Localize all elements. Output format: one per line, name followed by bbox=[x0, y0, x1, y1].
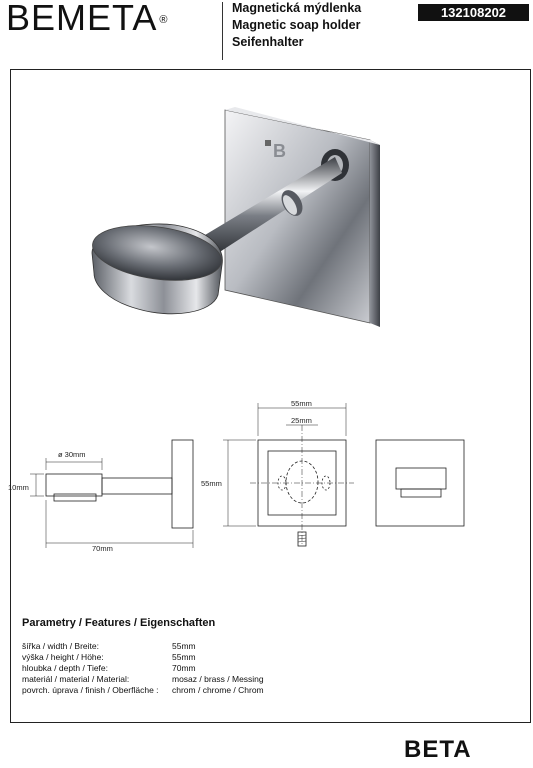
spec-value-width: 55mm bbox=[172, 641, 196, 651]
spec-label-finish: povrch. úprava / finish / Oberfläche : bbox=[22, 685, 159, 695]
brand-logo bbox=[6, 0, 168, 36]
product-titles bbox=[232, 0, 361, 51]
dim-height: 55mm bbox=[201, 479, 222, 488]
title-cz: Magnetická mýdlenka bbox=[232, 1, 362, 15]
dim-diameter: ø 30mm bbox=[58, 450, 86, 459]
brand-name: BEMETA bbox=[6, 0, 158, 38]
dim-height-side: 10mm bbox=[8, 483, 29, 492]
top-view bbox=[376, 440, 464, 526]
registered-mark: ® bbox=[159, 14, 169, 26]
svg-text:B: B bbox=[273, 141, 286, 161]
front-view bbox=[223, 403, 354, 546]
side-view bbox=[30, 440, 193, 548]
spec-label-height: výška / height / Höhe: bbox=[22, 652, 104, 662]
dim-width: 55mm bbox=[291, 399, 312, 408]
dim-inner: 25mm bbox=[291, 416, 312, 425]
header-divider bbox=[222, 2, 223, 60]
spec-value-height: 55mm bbox=[172, 652, 196, 662]
model-name: BETA bbox=[404, 736, 472, 763]
spec-label-material: materiál / material / Material: bbox=[22, 674, 130, 684]
title-de: Seifenhalter bbox=[232, 35, 304, 49]
features-title: Parametry / Features / Eigenschaften bbox=[22, 617, 216, 629]
technical-drawing bbox=[0, 390, 533, 580]
spec-value-material: mosaz / brass / Messing bbox=[172, 674, 264, 684]
title-en: Magnetic soap holder bbox=[232, 18, 361, 32]
spec-label-depth: hloubka / depth / Tiefe: bbox=[22, 663, 109, 673]
spec-value-depth: 70mm bbox=[172, 663, 196, 673]
spec-value-finish: chrom / chrome / Chrom bbox=[172, 685, 264, 695]
product-code: 132108202 bbox=[418, 4, 529, 21]
product-photo bbox=[80, 95, 400, 330]
spec-label-width: šířka / width / Breite: bbox=[22, 641, 99, 651]
dim-depth: 70mm bbox=[92, 544, 113, 553]
